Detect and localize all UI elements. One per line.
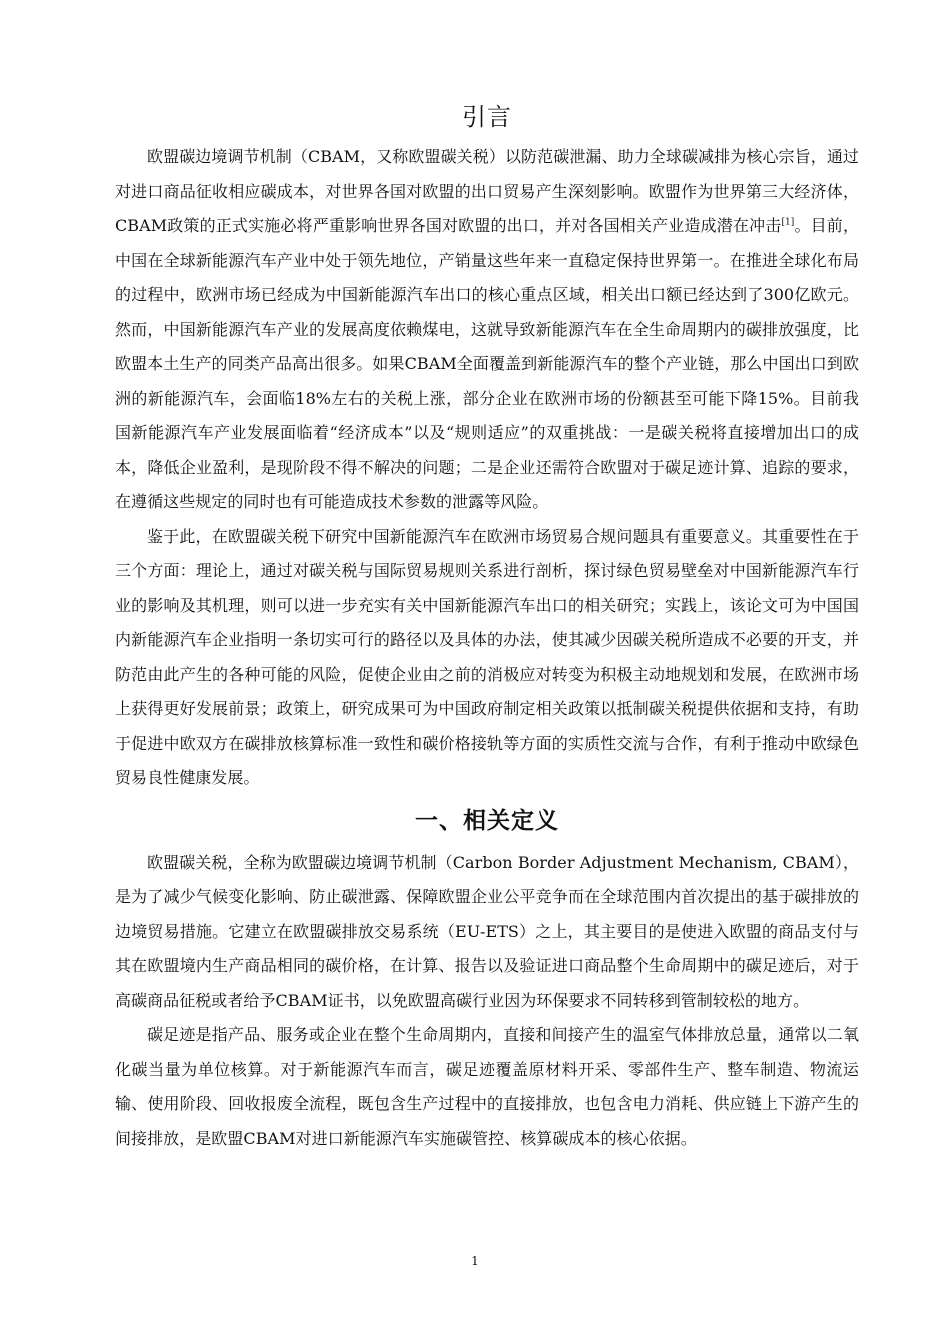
intro-paragraph-1 bbox=[115, 140, 859, 520]
section-1-paragraph-1: 欧盟碳关税，全称为欧盟碳边境调节机制（Carbon Border Adjustment Mechanism, CBAM），是为了减少气候变化影响、防止碳泄露、保障欧盟企业公平竞争而在全球范围内首次提出的基于碳排放的边境贸易措施。它建立在欧盟碳排放交易系统（EU-ETS）之上，其主要目的是使进入欧盟的商品支付与其在欧盟境内生产商品相同的碳价格，在计算、报告以及验证进口商品整个生命周期中的碳足迹后，对于高碳商品征税或者给予CBAM证书，以免欧盟高碳行业因为环保要求不同转移到管制较松的地方。 bbox=[115, 852, 859, 1010]
section-1-paragraph-2: 碳足迹是指产品、服务或企业在整个生命周期内，直接和间接产生的温室气体排放总量，通常以二氧化碳当量为单位核算。对于新能源汽车而言，碳足迹覆盖原材料开采、零部件生产、整车制造、物流运输、使用阶段、回收报废全流程，既包含生产过程中的直接排放，也包含电力消耗、供应链上下游产生的间接排放，是欧盟CBAM对进口新能源汽车实施碳管控、核算碳成本的核心依据。 bbox=[115, 1025, 859, 1148]
page-body bbox=[115, 94, 859, 1156]
intro-heading: 引言 bbox=[462, 103, 512, 131]
intro-paragraph-1-text-a: 欧盟碳边境调节机制（CBAM，又称欧盟碳关税）以防范碳泄漏、助力全球碳减排为核心宗旨，通过对进口商品征收相应碳成本，对世界各国对欧盟的出口贸易产生深刻影响。欧盟作为世界第三大经济体，CBAM政策的正式实施必将严重影响世界各国对欧盟的出口，并对各国相关产业造成潜在冲击 bbox=[115, 147, 859, 235]
intro-paragraph-2: 鉴于此，在欧盟碳关税下研究中国新能源汽车在欧洲市场贸易合规问题具有重要意义。其重要性在于三个方面：理论上，通过对碳关税与国际贸易规则关系进行剖析，探讨绿色贸易壁垒对中国新能源汽车行业的影响及其机理，则可以进一步充实有关中国新能源汽车出口的相关研究；实践上，该论文可为中国国内新能源汽车企业指明一条切实可行的路径以及具体的办法，使其减少因碳关税所造成不必要的开支，并防范由此产生的各种可能的风险，促使企业由之前的消极应对转变为积极主动地规划和发展，在欧洲市场上获得更好发展前景；政策上，研究成果可为中国政府制定相关政策以抵制碳关税提供依据和支持，有助于促进中欧双方在碳排放核算标准一致性和碳价格接轨等方面的实质性交流与合作，有利于推动中欧绿色贸易良性健康发展。 bbox=[115, 526, 859, 787]
intro-paragraph-1-text-b: 。目前，中国在全球新能源汽车产业中处于领先地位，产销量这些年来一直稳定保持世界第一。在推进全球化布局的过程中，欧洲市场已经成为中国新能源汽车出口的核心重点区域，相关出口额已经达到了300亿欧元。然而，中国新能源汽车产业的发展高度依赖煤电，这就导致新能源汽车在全生命周期内的碳排放强度，比欧盟本土生产的同类产品高出很多。如果CBAM全面覆盖到新能源汽车的整个产业链，那么中国出口到欧洲的新能源汽车，会面临18%左右的关税上涨，部分企业在欧洲市场的份额甚至可能下降15%。目前我国新能源汽车产业发展面临着“经济成本”以及“规则适应”的双重挑战：一是碳关税将直接增加出口的成本，降低企业盈利，是现阶段不得不解决的问题；二是企业还需符合欧盟对于碳足迹计算、追踪的要求，在遵循这些规定的同时也有可能造成技术参数的泄露等风险。 bbox=[115, 216, 859, 511]
section-1-heading: 一、相关定义 bbox=[415, 807, 559, 834]
citation-1: [1] bbox=[781, 217, 795, 228]
page-number: 1 bbox=[471, 1254, 479, 1268]
